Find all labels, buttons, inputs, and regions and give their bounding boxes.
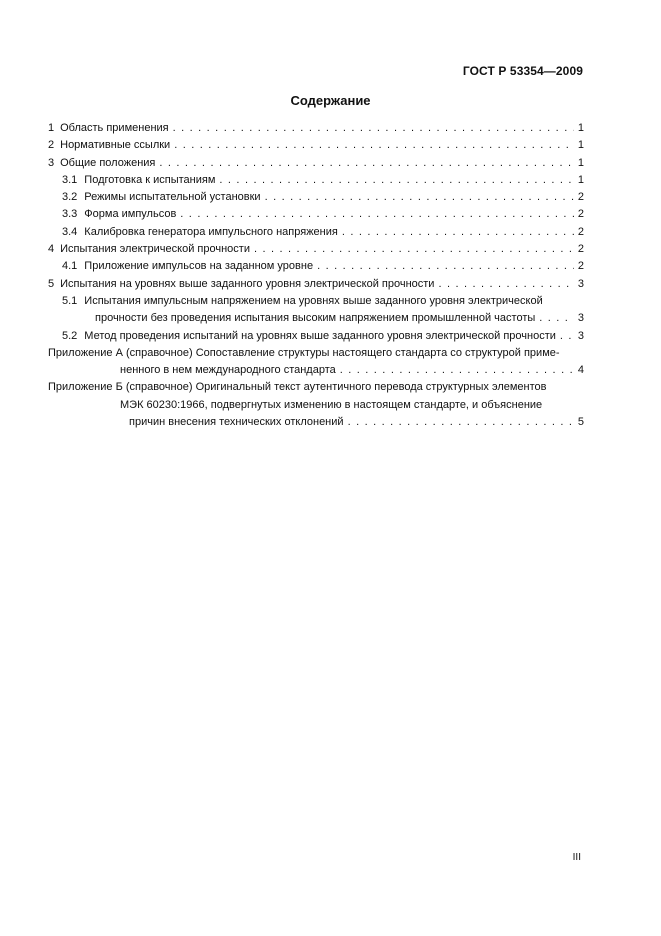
dot-leader (340, 362, 574, 379)
toc-page: 2 (577, 208, 584, 221)
toc-entry-3-4[interactable] (48, 224, 584, 241)
toc-number: 2 (48, 139, 55, 152)
toc-number: 3.1 (62, 173, 78, 186)
toc-text: Нормативные ссылки (60, 139, 171, 152)
toc-text: Испытания на уровнях выше заданного уровня электрической прочности (60, 277, 435, 290)
dot-leader (317, 258, 574, 275)
toc-entry-3-2[interactable] (48, 189, 584, 206)
toc-text-line-1: Сопоставление структуры настоящего стандарта со структурой приме- (195, 346, 560, 359)
toc-page: 1 (577, 122, 584, 134)
toc-page: 3 (577, 277, 584, 290)
dot-leader (539, 310, 574, 327)
toc-number: 5 (48, 277, 55, 290)
page-number: III (572, 852, 581, 863)
toc-number: 4.1 (62, 260, 78, 273)
toc-page: 1 (577, 139, 584, 152)
toc-entry-5-1[interactable] (48, 293, 584, 328)
toc-page: 1 (577, 156, 584, 169)
toc-entry-4[interactable] (48, 241, 584, 258)
dot-leader (342, 224, 574, 241)
toc-page: 5 (577, 416, 584, 429)
toc-entry-3[interactable] (48, 155, 584, 172)
toc-page: 3 (577, 312, 584, 325)
dot-leader (180, 206, 574, 223)
toc-number: 3.3 (62, 208, 78, 221)
toc-page: 4 (577, 364, 584, 377)
toc-number: 4 (48, 243, 55, 256)
toc-text: Область применения (60, 122, 169, 134)
appendix-label: Приложение А (справочное) (48, 346, 193, 359)
toc-entry-5-2[interactable] (48, 328, 584, 345)
toc-text: Режимы испытательной установки (84, 191, 261, 204)
dot-leader (174, 137, 574, 154)
dot-leader (265, 189, 574, 206)
toc-text: Форма импульсов (84, 208, 177, 221)
toc-page: 2 (577, 243, 584, 256)
page-title: Содержание (290, 93, 371, 108)
toc-entry-1[interactable] (48, 120, 584, 137)
toc-entry-appendix-b[interactable] (48, 379, 584, 431)
toc-text: Подготовка к испытаниям (84, 173, 216, 186)
dot-leader (159, 155, 574, 172)
document-code: ГОСТ Р 53354—2009 (462, 64, 583, 78)
toc-text: Приложение импульсов на заданном уровне (84, 260, 314, 273)
toc-text-line-1: Испытания импульсным напряжением на уровнях выше заданного уровня электрической (84, 294, 543, 307)
toc-number: 3.2 (62, 191, 78, 204)
dot-leader (219, 172, 574, 189)
toc-text-line-1: Оригинальный текст аутентичного перевода структурных элементов (195, 381, 547, 394)
toc-text: Калибровка генератора импульсного напряжения (84, 225, 338, 238)
toc-text: Испытания электрической прочности (60, 243, 250, 256)
table-of-contents (48, 120, 584, 431)
toc-text: Общие положения (60, 156, 156, 169)
toc-entry-3-3[interactable] (48, 206, 584, 223)
toc-number: 1 (48, 122, 55, 134)
toc-text-line-2: ненного в нем международного стандарта (120, 364, 336, 377)
toc-page: 2 (577, 225, 584, 238)
dot-leader (560, 328, 574, 345)
dot-leader (438, 276, 574, 293)
dot-leader (348, 414, 574, 431)
toc-entry-3-1[interactable] (48, 172, 584, 189)
toc-entry-5[interactable] (48, 276, 584, 293)
toc-text-line-3: причин внесения технических отклонений (129, 416, 344, 429)
dot-leader (173, 120, 574, 137)
toc-page: 1 (577, 173, 584, 186)
toc-text: Метод проведения испытаний на уровнях выше заданного уровня электрической прочности (84, 329, 556, 342)
toc-number: 5.2 (62, 329, 78, 342)
toc-page: 3 (577, 329, 584, 342)
toc-entry-4-1[interactable] (48, 258, 584, 275)
toc-number: 5.1 (62, 294, 78, 307)
toc-entry-appendix-a[interactable] (48, 345, 584, 380)
appendix-label: Приложение Б (справочное) (48, 381, 193, 394)
dot-leader (254, 241, 574, 258)
toc-text-line-2: прочности без проведения испытания высоким напряжением промышленной частоты (95, 312, 536, 325)
toc-number: 3 (48, 156, 55, 169)
toc-number: 3.4 (62, 225, 78, 238)
toc-entry-2[interactable] (48, 137, 584, 154)
toc-text-line-2: МЭК 60230:1966, подвергнутых изменению в настоящем стандарте, и объяснение (120, 398, 543, 411)
toc-page: 2 (577, 260, 584, 273)
toc-page: 2 (577, 191, 584, 204)
